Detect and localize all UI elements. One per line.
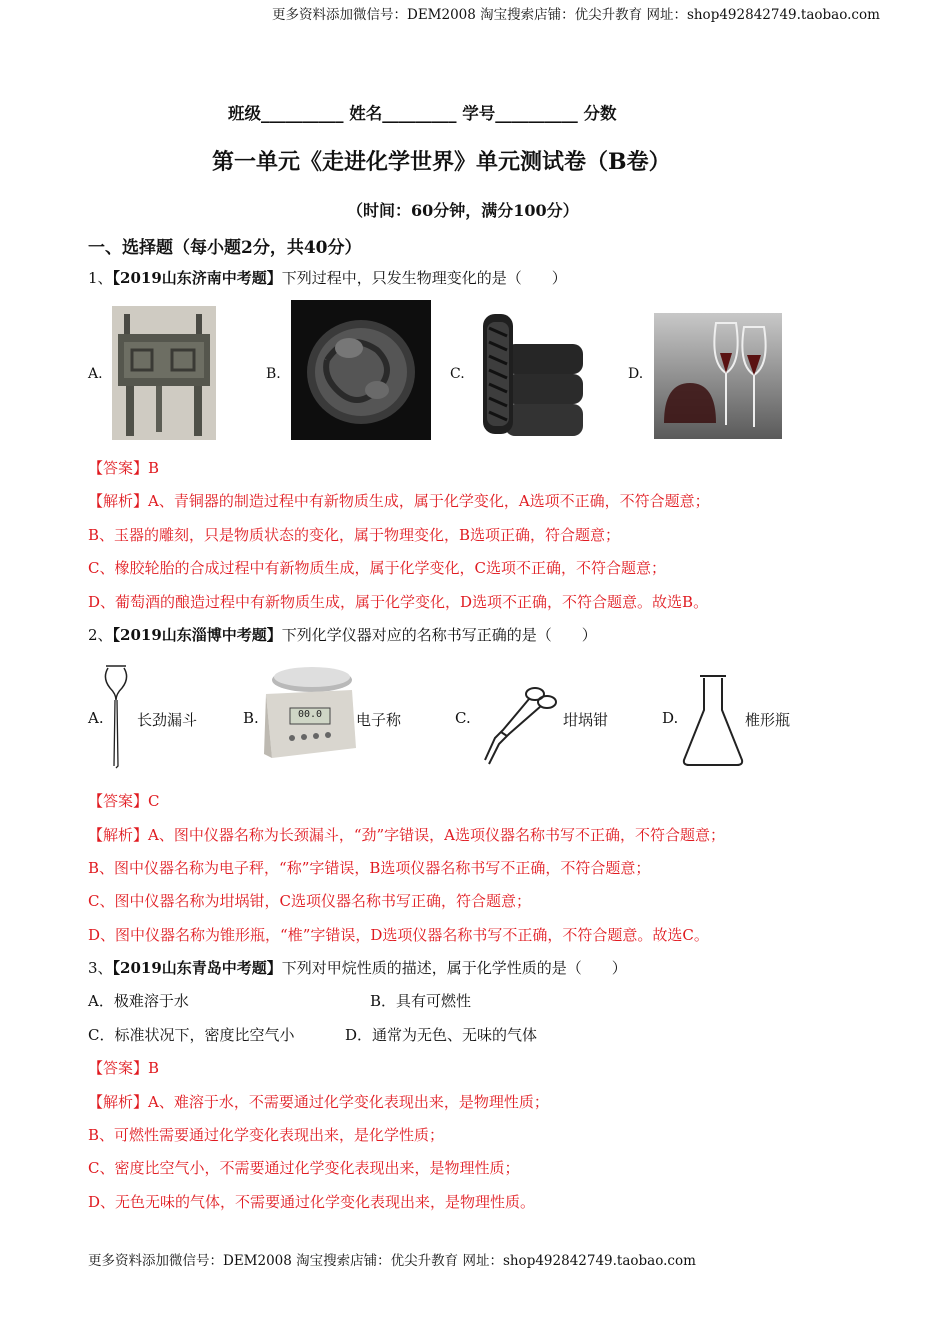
q1-answer — [88, 458, 159, 478]
jade-carving-image — [291, 300, 431, 440]
q2-option-b-letter: B. — [243, 709, 259, 727]
answer-value: B — [148, 459, 160, 477]
q2-analysis-line-2: B、图中仪器名称为电子秤，“称”字错误，B选项仪器名称书写不正确，不符合题意； — [88, 859, 651, 877]
student-info-line: 班级__________ 姓名_________ 学号__________ 分数 — [228, 104, 617, 123]
q2-analysis-line-4: D、图中仪器名称为锥形瓶，“椎”字错误，D选项仪器名称书写不正确，不符合题意。故选C。 — [88, 926, 709, 944]
question-stem: 下列过程中，只发生物理变化的是（ ） — [281, 269, 567, 287]
page-footer: 更多资料添加微信号：DEM2008 淘宝搜索店铺：优尖升教育 网址：shop492842749.taobao.com — [88, 1253, 696, 1269]
answer-tag: 【答案】 — [88, 459, 149, 477]
scale-display: 00.0 — [297, 709, 323, 720]
conical-flask-image — [680, 672, 746, 768]
exam-title: 第一单元《走进化学世界》单元测试卷（B卷） — [212, 149, 671, 175]
question-number: 2、 — [88, 626, 113, 644]
analysis-tag: 【解析】 — [88, 492, 149, 510]
q2-option-c-name: 坩埚钳 — [563, 711, 609, 729]
question-stem: 下列化学仪器对应的名称书写正确的是（ ） — [281, 626, 597, 644]
question-number: 3、 — [88, 959, 113, 977]
question-2 — [88, 625, 597, 645]
q2-option-b-name: 电子称 — [356, 711, 402, 729]
question-source-tag: 【2019山东青岛中考题】 — [112, 959, 282, 977]
page-header: 更多资料添加微信号：DEM2008 淘宝搜索店铺：优尖升教育 网址：shop492842749.taobao.com — [272, 7, 880, 23]
crucible-tongs-image — [477, 680, 559, 766]
section-heading: 一、选择题（每小题2分，共40分） — [88, 238, 362, 258]
funnel-image — [100, 662, 132, 770]
wine-glasses-image — [654, 313, 782, 439]
q1-analysis-line-2: B、玉器的雕刻，只是物质状态的变化，属于物理变化，B选项正确，符合题意； — [88, 526, 621, 544]
answer-tag: 【答案】 — [88, 792, 149, 810]
question-source-tag: 【2019山东济南中考题】 — [112, 269, 282, 287]
q1-analysis-line-3: C、橡胶轮胎的合成过程中有新物质生成，属于化学变化，C选项不正确，不符合题意； — [88, 559, 666, 577]
question-1 — [88, 268, 567, 288]
q1-analysis-line-1 — [88, 491, 710, 511]
answer-tag: 【答案】 — [88, 1059, 149, 1077]
option-b-label: B. — [266, 366, 281, 382]
analysis-tag: 【解析】 — [88, 1093, 149, 1111]
q3-analysis-line-2: B、可燃性需要通过化学变化表现出来，是化学性质； — [88, 1126, 445, 1144]
q2-option-a-letter: A. — [88, 709, 104, 727]
q3-option-a: A．极难溶于水 — [88, 992, 189, 1010]
question-3 — [88, 958, 627, 978]
question-stem: 下列对甲烷性质的描述，属于化学性质的是（ ） — [281, 959, 627, 977]
q3-analysis-line-3: C、密度比空气小，不需要通过化学变化表现出来，是物理性质； — [88, 1159, 520, 1177]
q3-analysis-line-4: D、无色无味的气体，不需要通过化学变化表现出来，是物理性质。 — [88, 1193, 536, 1211]
option-d-label: D. — [628, 366, 644, 382]
q3-option-d: D．通常为无色、无味的气体 — [345, 1026, 538, 1044]
bronze-vessel-image — [112, 306, 216, 440]
q2-option-a-name: 长劲漏斗 — [137, 711, 198, 729]
q2-option-d-letter: D. — [662, 709, 679, 727]
q2-option-d-name: 椎形瓶 — [745, 711, 791, 729]
option-c-label: C. — [450, 366, 465, 382]
q2-analysis-line-1 — [88, 825, 725, 845]
answer-value: B — [148, 1059, 160, 1077]
tires-image — [475, 308, 587, 440]
q2-answer — [88, 791, 160, 811]
question-source-tag: 【2019山东淄博中考题】 — [112, 626, 282, 644]
option-a-label: A. — [88, 366, 103, 382]
q2-option-c-letter: C. — [455, 709, 471, 727]
q3-option-c: C．标准状况下，密度比空气小 — [88, 1026, 295, 1044]
q3-option-b: B．具有可燃性 — [370, 992, 472, 1010]
analysis-text: A、图中仪器名称为长颈漏斗，“劲”字错误，A选项仪器名称书写不正确，不符合题意； — [148, 826, 726, 844]
q2-analysis-line-3: C、图中仪器名称为坩埚钳，C选项仪器名称书写正确，符合题意； — [88, 892, 531, 910]
q3-analysis-line-1 — [88, 1092, 549, 1112]
q1-analysis-line-4: D、葡萄酒的酿造过程中有新物质生成，属于化学变化，D选项不正确，不符合题意。故选B。 — [88, 593, 709, 611]
analysis-text: A、青铜器的制造过程中有新物质生成，属于化学变化，A选项不正确，不符合题意； — [148, 492, 710, 510]
electronic-scale-image — [260, 658, 358, 760]
question-number: 1、 — [88, 269, 113, 287]
analysis-tag: 【解析】 — [88, 826, 149, 844]
q3-answer — [88, 1058, 159, 1078]
exam-subtitle: （时间：60分钟，满分100分） — [347, 201, 579, 220]
answer-value: C — [148, 792, 160, 810]
analysis-text: A、难溶于水，不需要通过化学变化表现出来，是物理性质； — [148, 1093, 549, 1111]
